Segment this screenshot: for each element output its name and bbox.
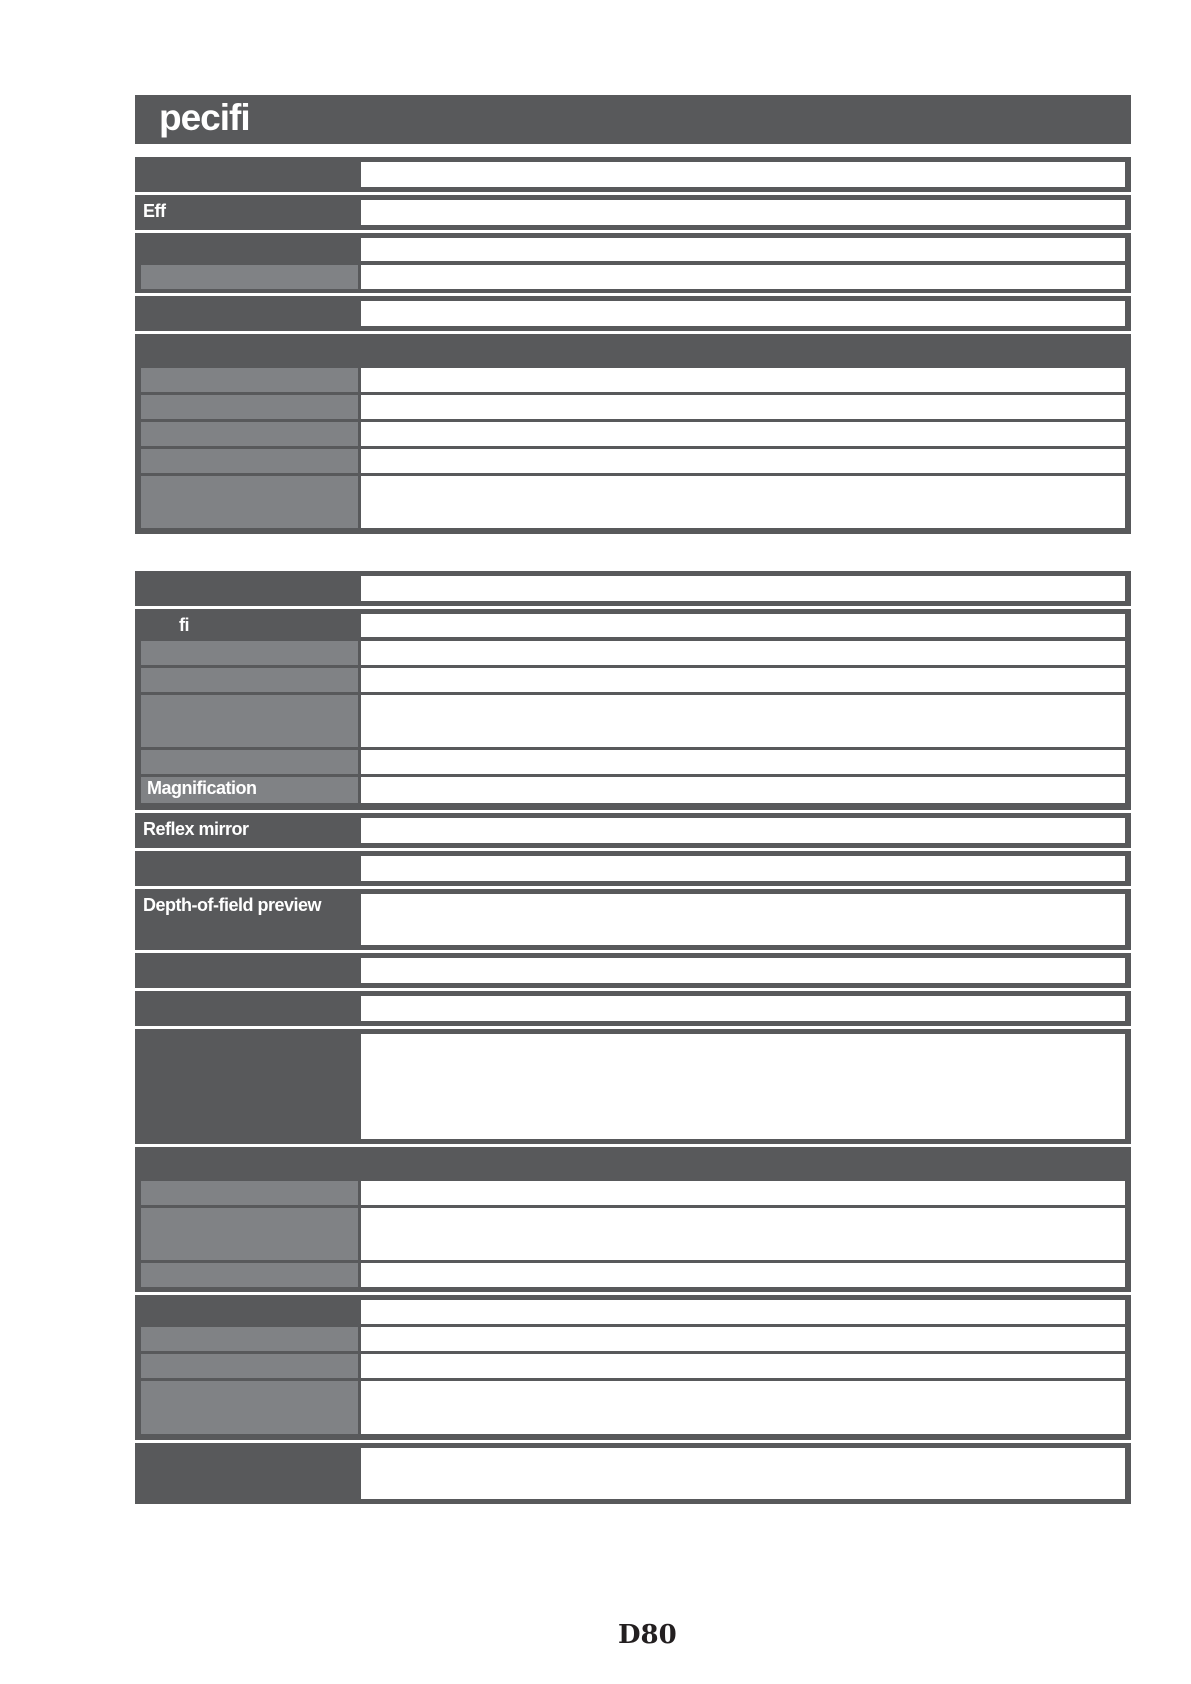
spec-value [361, 476, 1125, 528]
spec-value [361, 238, 1125, 261]
spec-value [361, 894, 1125, 945]
spec-row-group [135, 233, 1131, 293]
spec-row [135, 851, 1131, 886]
spec-sublabel [141, 1327, 358, 1351]
spec-sublabel [141, 1208, 358, 1260]
spec-row [135, 296, 1131, 331]
spec-value [361, 265, 1125, 289]
spec-value [361, 614, 1125, 637]
spec-label: Eff [143, 201, 166, 221]
spec-sublabel [141, 668, 358, 692]
spec-value [361, 1300, 1125, 1324]
spec-sublabel [141, 695, 358, 747]
spec-sublabel [141, 422, 358, 446]
dof-preview-label: Depth-of-field preview [143, 895, 322, 915]
spec-value [361, 576, 1125, 601]
spec-value [361, 818, 1125, 843]
spec-row [135, 991, 1131, 1026]
spec-value [361, 395, 1125, 419]
spec-row [135, 1443, 1131, 1504]
spec-row [135, 813, 1131, 848]
spec-sublabel [141, 641, 358, 665]
spec-row [135, 889, 1131, 950]
spec-sublabel [141, 1354, 358, 1378]
spec-row [135, 571, 1131, 606]
spec-value [361, 856, 1125, 881]
spec-sublabel [141, 265, 358, 289]
spec-value [361, 162, 1125, 187]
spec-sublabel [141, 449, 358, 473]
spec-label: fi [179, 615, 189, 635]
spec-sublabel [141, 1181, 358, 1205]
spec-value [361, 777, 1125, 803]
spec-value [361, 1354, 1125, 1378]
magnification-label: Magnification [141, 777, 358, 803]
spec-value [361, 750, 1125, 774]
spec-row-group [135, 1147, 1131, 1292]
spec-sublabel [141, 395, 358, 419]
spec-sublabel [141, 1381, 358, 1434]
spec-row-group [135, 334, 1131, 534]
spec-value [361, 301, 1125, 326]
spec-sublabel [141, 1263, 358, 1287]
spec-row [135, 195, 1131, 230]
spec-row [135, 1029, 1131, 1144]
spec-value [361, 958, 1125, 983]
spec-row [135, 953, 1131, 988]
spec-value [361, 422, 1125, 446]
spec-row-group [135, 1295, 1131, 1440]
d80-logo: D80 [618, 1620, 677, 1650]
spec-value [361, 200, 1125, 225]
spec-sublabel [141, 368, 358, 392]
page-title: pecifi [159, 97, 250, 138]
spec-sublabel [141, 750, 358, 774]
spec-row [135, 157, 1131, 192]
spec-value [361, 996, 1125, 1021]
spec-value [361, 695, 1125, 747]
spec-value [361, 641, 1125, 665]
spec-value [361, 1208, 1125, 1260]
spec-value [361, 449, 1125, 473]
spec-row-group [135, 609, 1131, 810]
spec-value [361, 1327, 1125, 1351]
spec-title-bar [135, 95, 1131, 144]
spec-sublabel [141, 476, 358, 528]
spec-value [361, 1263, 1125, 1287]
spec-value [361, 668, 1125, 692]
spec-value [361, 1034, 1125, 1139]
spec-value [361, 368, 1125, 392]
spec-value [361, 1381, 1125, 1434]
spec-value [361, 1448, 1125, 1499]
spec-value [361, 1181, 1125, 1205]
reflex-mirror-label: Reflex mirror [143, 819, 249, 839]
